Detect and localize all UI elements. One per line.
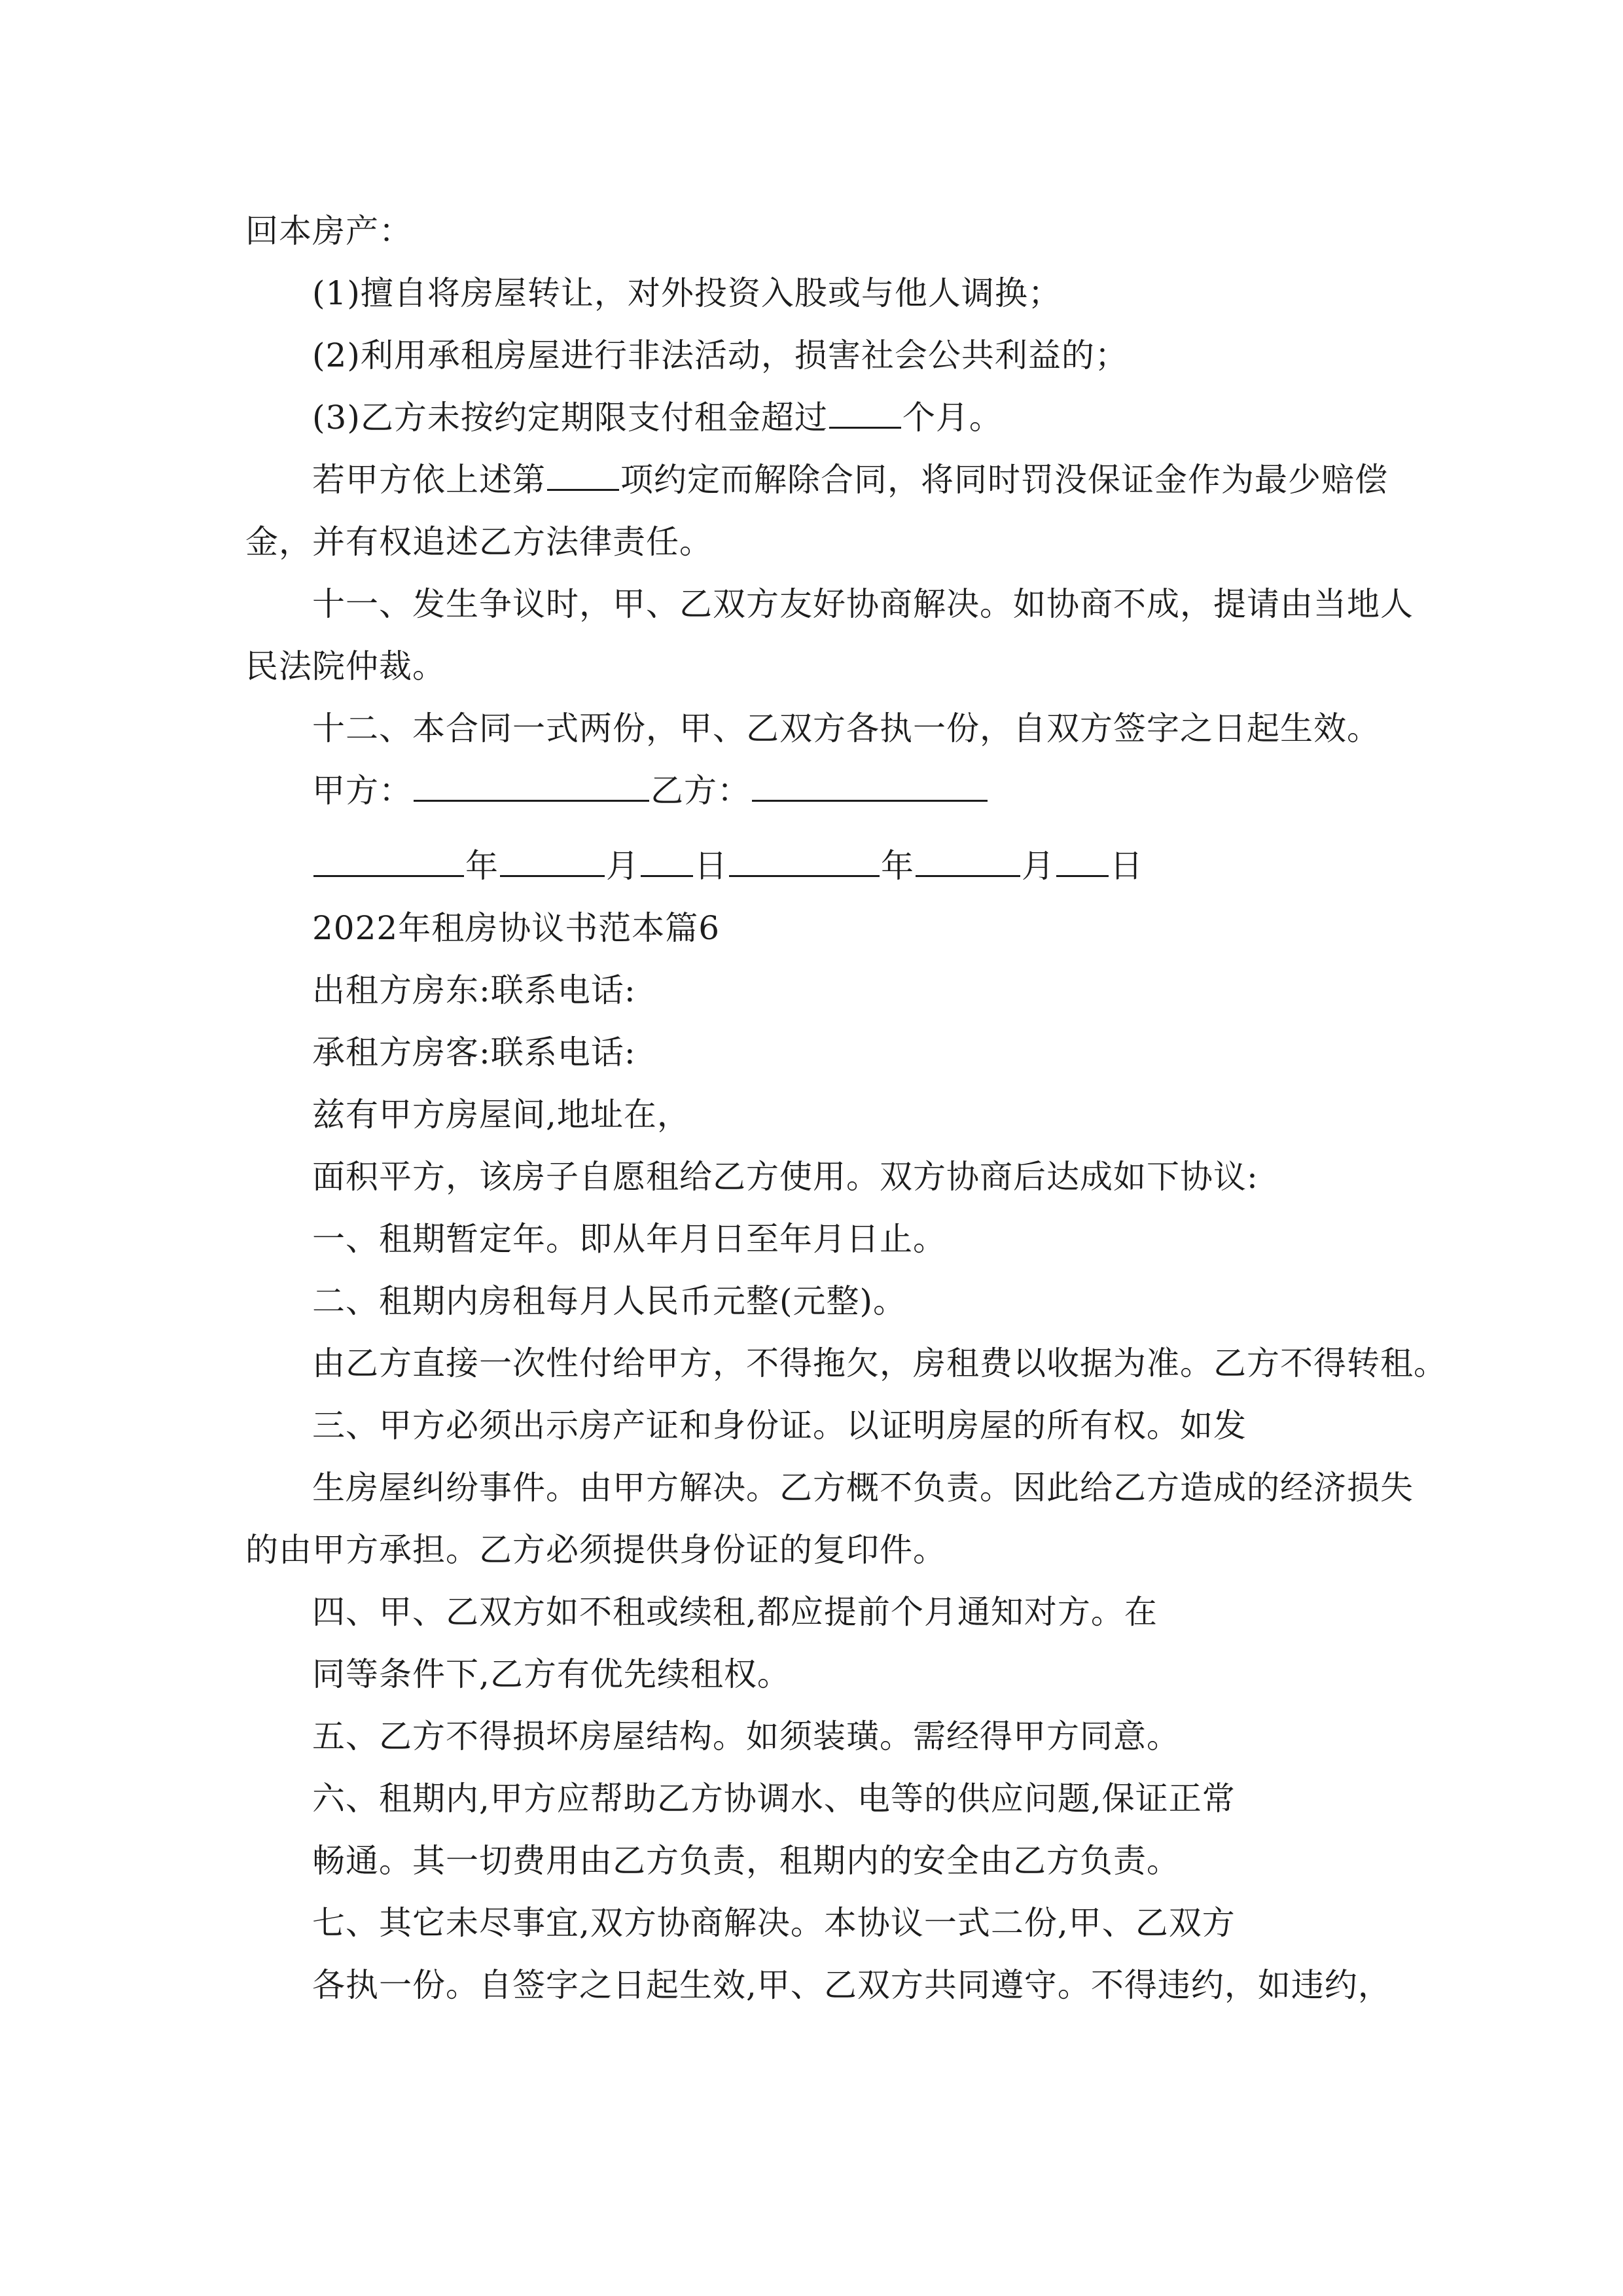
blank-line (547, 460, 619, 491)
clause-3-text: (3)乙方未按约定期限支付租金超过 (312, 399, 828, 437)
paragraph-start: 若甲方依上述第 (312, 461, 546, 499)
day-label: 日 (1110, 847, 1143, 885)
text-line: 金，并有权追述乙方法律责任。 (245, 523, 713, 561)
text-line: 十二、本合同一式两份，甲、乙双方各执一份，自双方签字之日起生效。 (312, 709, 1380, 747)
date-line (312, 843, 1378, 889)
day-label: 日 (694, 847, 728, 885)
text-line: 二、租期内房租每月人民币元整(元整)。 (312, 1282, 907, 1320)
year-blank (313, 846, 464, 877)
text-line: 的由甲方承担。乙方必须提供身份证的复印件。 (245, 1531, 946, 1569)
text-line: 七、其它未尽事宜,双方协商解决。本协议一式二份,甲、乙双方 (312, 1904, 1236, 1942)
month-blank (500, 846, 605, 877)
clause-2: (2)利用承租房屋进行非法活动，损害社会公共利益的； (312, 336, 1128, 374)
day-blank (641, 846, 693, 877)
text-line: 生房屋纠纷事件。由甲方解决。乙方概不负责。因此给乙方造成的经济损失 (312, 1469, 1414, 1507)
paragraph-continue: 项约定而解除合同，将同时罚没保证金作为最少赔偿 (620, 461, 1388, 499)
text-line: 各执一份。自签字之日起生效,甲、乙双方共同遵守。不得违约，如违约， (312, 1966, 1391, 2004)
text-line: 三、甲方必须出示房产证和身份证。以证明房屋的所有权。如发 (312, 1407, 1247, 1444)
text-line: 同等条件下,乙方有优先续租权。 (312, 1655, 791, 1693)
year-blank (729, 846, 880, 877)
text-line: 出租方房东:联系电话: (312, 971, 636, 1009)
month-label: 月 (1022, 847, 1055, 885)
text-line: 五、乙方不得损坏房屋结构。如须装璜。需经得甲方同意。 (312, 1717, 1180, 1755)
text-line: 兹有甲方房屋间,地址在， (312, 1096, 690, 1134)
text-line: 承租方房客:联系电话: (312, 1033, 636, 1071)
text-line: 四、甲、乙双方如不租或续租,都应提前个月通知对方。在 (312, 1593, 1158, 1631)
clause-3-suffix: 个月。 (902, 399, 1003, 437)
clause-3 (312, 395, 1378, 440)
text-line: 十一、发生争议时，甲、乙双方友好协商解决。如协商不成，提请由当地人 (312, 585, 1414, 623)
text-line: 六、租期内,甲方应帮助乙方协调水、电等的供应问题,保证正常 (312, 1780, 1236, 1818)
text-line: 回本房产： (245, 212, 412, 250)
party-b-label: 乙方： (651, 772, 751, 810)
text-line: 民法院仲裁。 (245, 647, 446, 685)
party-a-label: 甲方： (312, 772, 412, 810)
text-line: 畅通。其一切费用由乙方负责，租期内的安全由乙方负责。 (312, 1842, 1180, 1880)
year-label: 年 (881, 847, 914, 885)
year-label: 年 (465, 847, 499, 885)
text-line: 面积平方，该房子自愿租给乙方使用。双方协商后达成如下协议: (312, 1158, 1258, 1196)
month-blank (916, 846, 1020, 877)
text-line (312, 457, 1388, 503)
text-line: 一、租期暂定年。即从年月日至年月日止。 (312, 1220, 946, 1258)
clause-1: (1)擅自将房屋转让，对外投资入股或与他人调换； (312, 274, 1061, 312)
party-b-blank (752, 771, 988, 802)
month-label: 月 (606, 847, 639, 885)
party-a-blank (414, 771, 649, 802)
text-line: 由乙方直接一次性付给甲方，不得拖欠，房租费以收据为准。乙方不得转租。 (312, 1344, 1447, 1382)
day-blank (1056, 846, 1109, 877)
blank-line (829, 398, 901, 429)
signature-line (312, 768, 1378, 814)
section-title: 2022年租房协议书范本篇6 (312, 909, 721, 947)
